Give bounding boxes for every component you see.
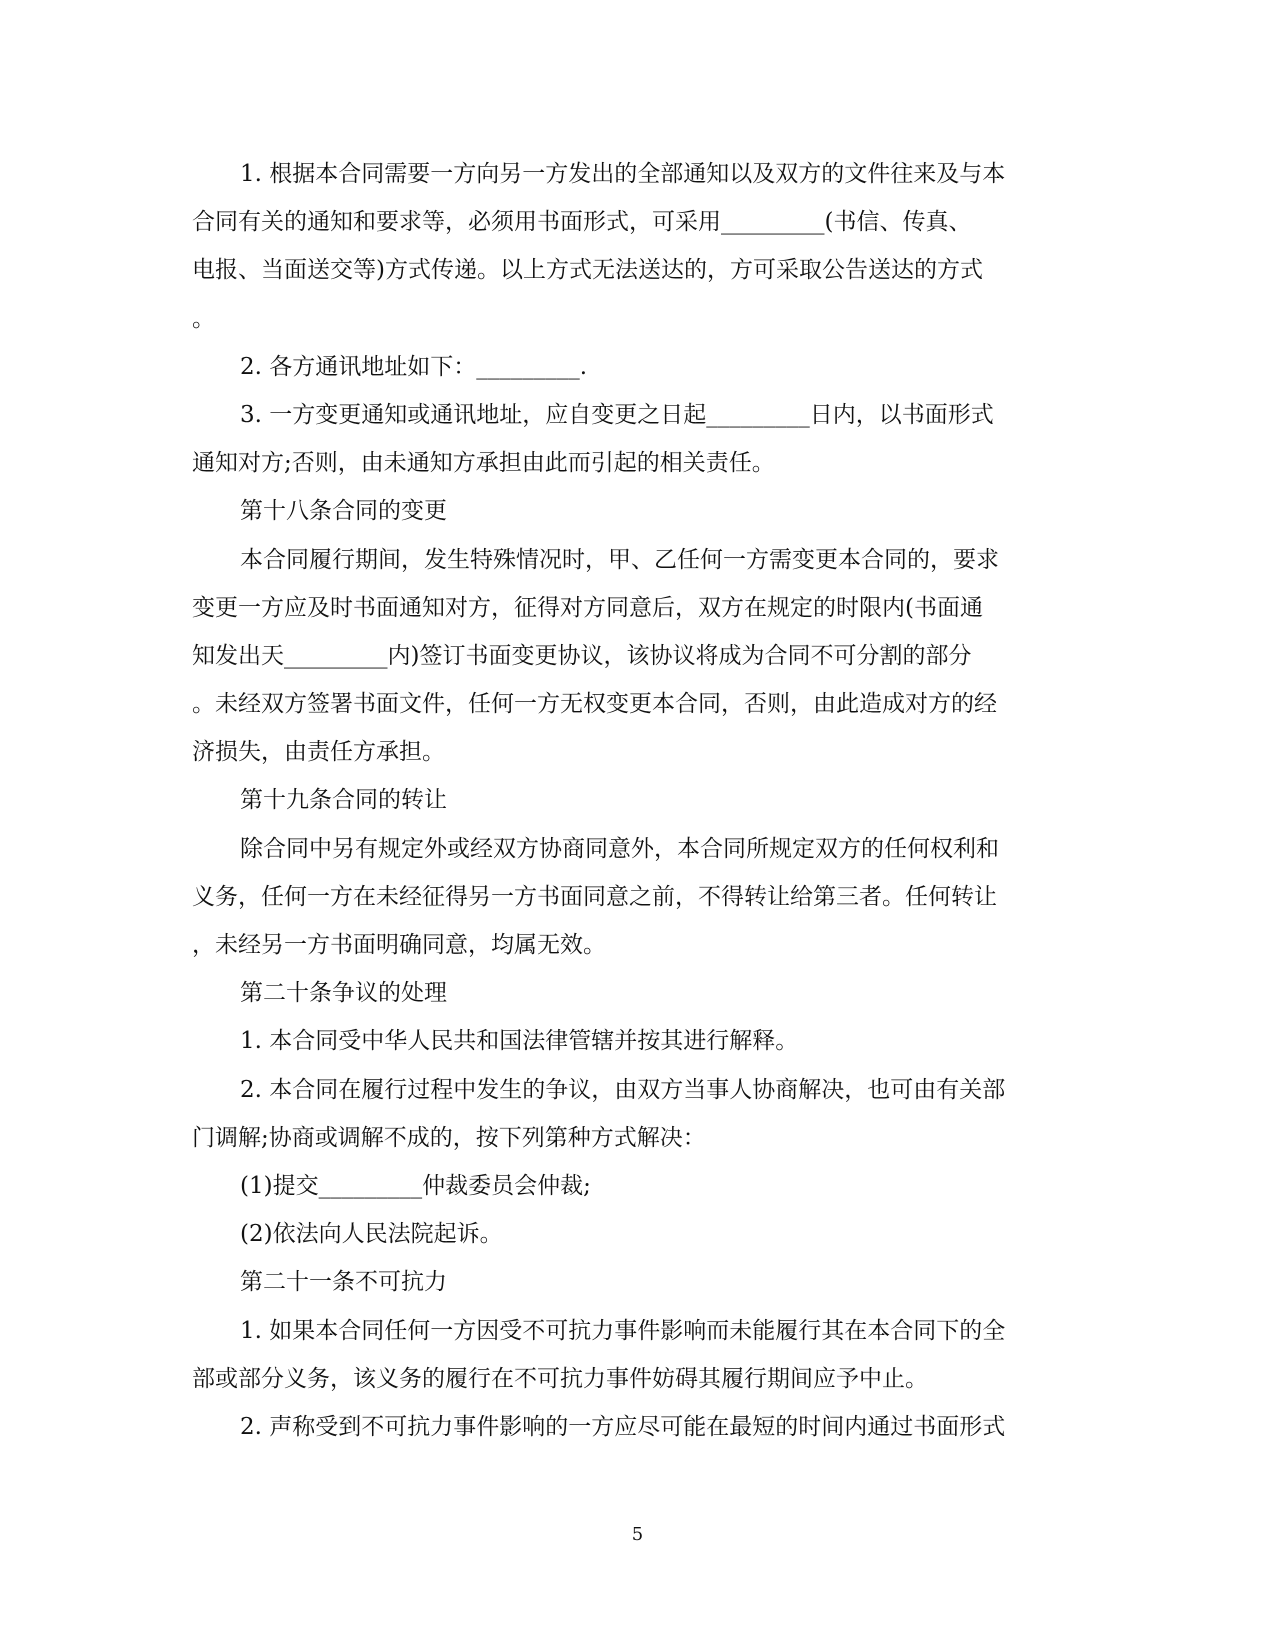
text-line: 2. 声称受到不可抗力事件影响的一方应尽可能在最短的时间内通过书面形式 <box>240 1413 1006 1440</box>
text-line: 电报、当面送交等)方式传递。以上方式无法送达的，方可采取公告送达的方式 <box>192 257 983 284</box>
text-line: 知发出天_________内)签订书面变更协议，该协议将成为合同不可分割的部分 <box>192 642 972 669</box>
text-line: 。未经双方签署书面文件，任何一方无权变更本合同，否则，由此造成对方的经 <box>192 691 997 718</box>
text-line: 2. 各方通讯地址如下：_________. <box>240 353 588 380</box>
text-line: 第二十条争议的处理 <box>240 980 447 1007</box>
text-line: 第十九条合同的转让 <box>240 787 447 814</box>
text-line: 合同有关的通知和要求等，必须用书面形式，可采用_________(书信、传真、 <box>192 209 972 236</box>
text-line: 第二十一条不可抗力 <box>240 1269 447 1296</box>
text-line: 本合同履行期间，发生特殊情况时，甲、乙任何一方需变更本合同的，要求 <box>240 546 999 573</box>
text-line: (1)提交_________仲裁委员会仲裁; <box>240 1172 591 1199</box>
text-line: 门调解;协商或调解不成的，按下列第种方式解决： <box>192 1124 706 1151</box>
text-line: 3. 一方变更通知或通讯地址，应自变更之日起_________日内，以书面形式 <box>240 401 994 428</box>
text-line: 2. 本合同在履行过程中发生的争议，由双方当事人协商解决，也可由有关部 <box>240 1076 1006 1103</box>
text-line: ，未经另一方书面明确同意，均属无效。 <box>192 932 606 958</box>
text-line: 第十八条合同的变更 <box>240 498 447 525</box>
text-line: 1. 如果本合同任何一方因受不可抗力事件影响而未能履行其在本合同下的全 <box>240 1317 1006 1344</box>
document-body <box>192 150 1068 1451</box>
text-line: 1. 根据本合同需要一方向另一方发出的全部通知以及双方的文件往来及与本 <box>240 161 1006 187</box>
text-line: 1. 本合同受中华人民共和国法律管辖并按其进行解释。 <box>240 1028 799 1055</box>
text-line: 。 <box>192 305 215 332</box>
text-line: (2)依法向人民法院起诉。 <box>240 1221 503 1248</box>
page-number: 5 <box>631 1524 644 1545</box>
text-line: 变更一方应及时书面通知对方，征得对方同意后，双方在规定的时限内(书面通 <box>192 594 983 621</box>
text-line: 济损失，由责任方承担。 <box>192 739 445 766</box>
text-line: 通知对方;否则，由未通知方承担由此而引起的相关责任。 <box>192 450 775 477</box>
text-line: 除合同中另有规定外或经双方协商同意外，本合同所规定双方的任何权利和 <box>240 835 999 862</box>
text-line: 义务，任何一方在未经征得另一方书面同意之前，不得转让给第三者。任何转让 <box>192 883 997 910</box>
text-line: 部或部分义务，该义务的履行在不可抗力事件妨碍其履行期间应予中止。 <box>192 1365 928 1392</box>
